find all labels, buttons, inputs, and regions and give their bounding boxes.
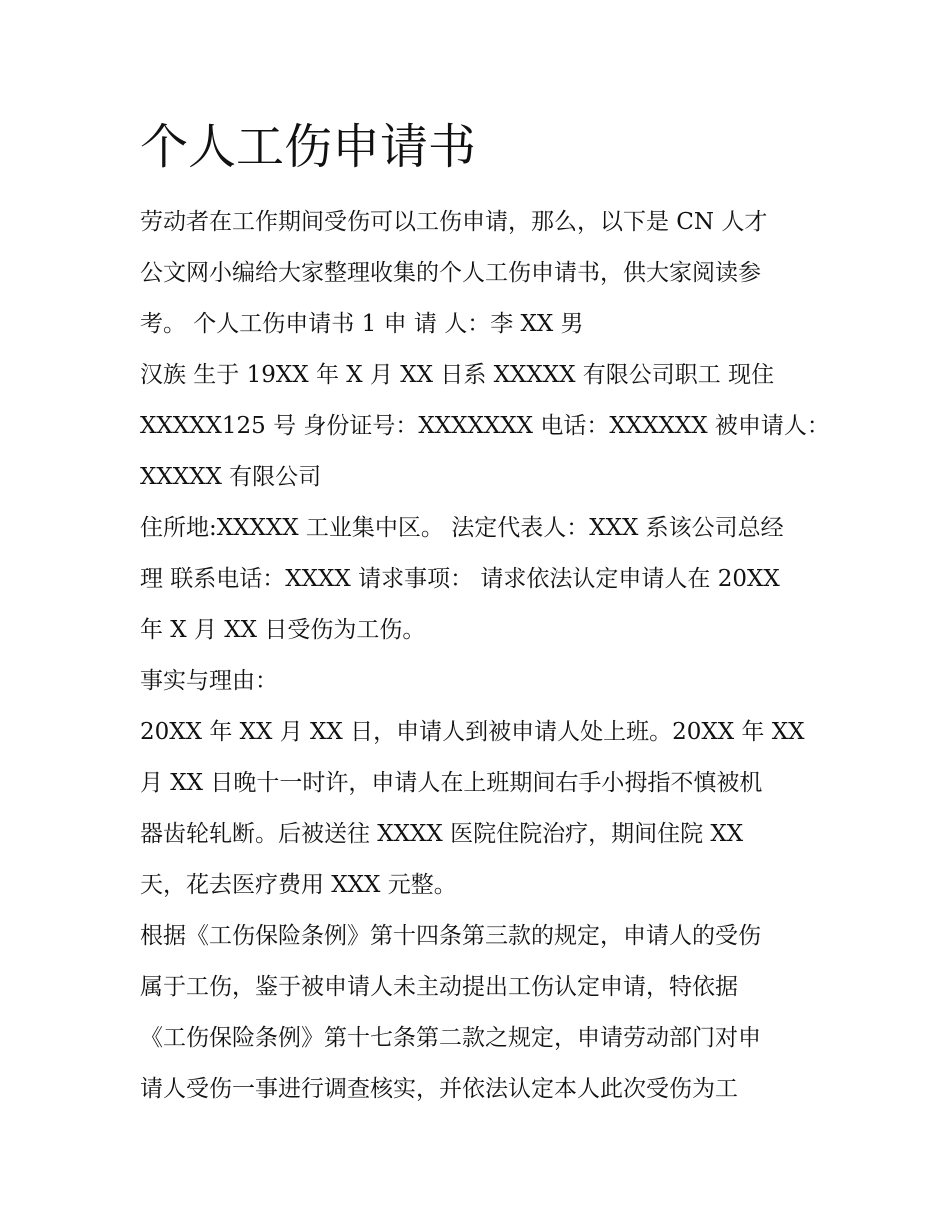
paragraph-line: 劳动者在工作期间受伤可以工伤申请，那么，以下是 CN 人才	[140, 209, 768, 235]
paragraph-line: 年 X 月 XX 日受伤为工伤。	[140, 617, 426, 643]
paragraph-line: 天，花去医疗费用 XXX 元整。	[140, 872, 457, 898]
paragraph-line: 汉族 生于 19XX 年 X 月 XX 日系 XXXXX 有限公司职工 现住	[140, 362, 775, 388]
paragraph-line: 理 联系电话：XXXX 请求事项： 请求依法认定申请人在 20XX	[140, 566, 780, 592]
section-heading: 事实与理由：	[140, 668, 278, 694]
paragraph-line: 根据《工伤保险条例》第十四条第三款的规定，申请人的受伤	[140, 923, 761, 949]
paragraph-line: 器齿轮轧断。后被送往 XXXX 医院住院治疗，期间住院 XX	[140, 821, 744, 847]
paragraph-line: 属于工伤，鉴于被申请人未主动提出工伤认定申请，特依据	[140, 974, 738, 1000]
paragraph-line: XXXXX 有限公司	[140, 464, 322, 490]
paragraph-line: 住所地:XXXXX 工业集中区。 法定代表人：XXX 系该公司总经	[140, 515, 784, 541]
paragraph-line: XXXXX125 号 身份证号：XXXXXXX 电话：XXXXXX 被申请人：	[140, 413, 830, 439]
page-title: 个人工伤申请书	[140, 119, 477, 175]
paragraph-line: 公文网小编给大家整理收集的个人工伤申请书，供大家阅读参	[140, 260, 761, 286]
paragraph-line: 《工伤保险条例》第十七条第二款之规定，申请劳动部门对申	[140, 1025, 761, 1051]
paragraph-line: 20XX 年 XX 月 XX 日，申请人到被申请人处上班。20XX 年 XX	[140, 719, 805, 745]
paragraph-line: 考。 个人工伤申请书 1 申 请 人：李 XX 男	[140, 311, 584, 337]
paragraph-line: 月 XX 日晚十一时许，申请人在上班期间右手小拇指不慎被机	[140, 770, 763, 796]
paragraph-line: 请人受伤一事进行调查核实，并依法认定本人此次受伤为工	[140, 1076, 738, 1102]
